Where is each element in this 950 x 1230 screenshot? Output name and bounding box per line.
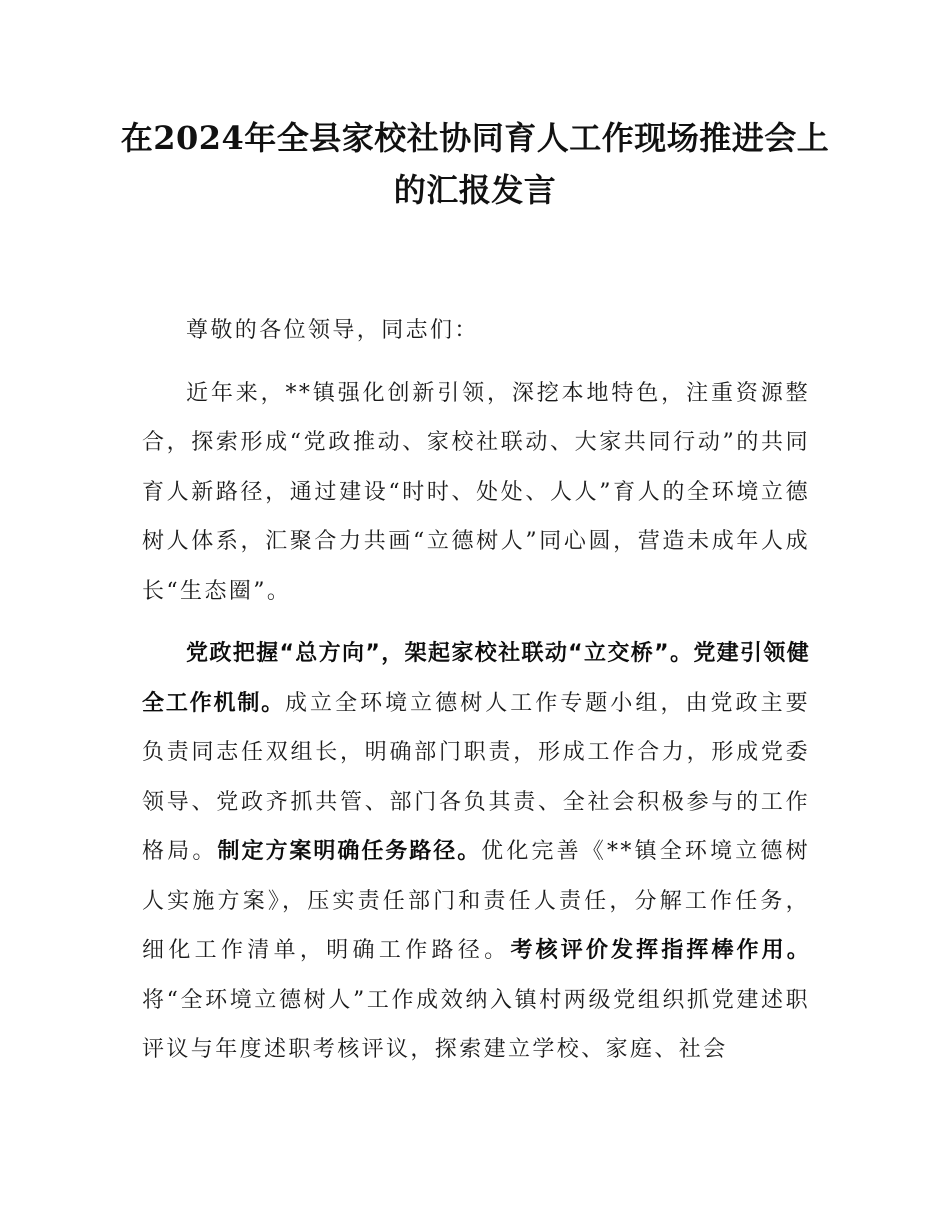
point-2-title: 制定方案明确任务路径。 (217, 839, 482, 864)
document-body (142, 306, 810, 1075)
document-title: 在2024年全县家校社协同育人工作现场推进会上的汇报发言 (120, 119, 830, 209)
point-1-title: 党建引领健全工作机制。 (142, 641, 810, 716)
section-1-paragraph (142, 629, 810, 1075)
section-1-heading: 党政把握“总方向”，架起家校社联动“立交桥”。 (186, 641, 694, 666)
point-3-text: 将“全环境立德树人”工作成效纳入镇村两级党组织抓党建述职评议与年度述职考核评议，探索建立学校、家庭、社会 (142, 987, 810, 1062)
point-3-title: 考核评价发挥指挥棒作用。 (510, 938, 810, 963)
salutation-paragraph: 尊敬的各位领导，同志们： (186, 318, 479, 343)
point-1-text: 成立全环境立德树人工作专题小组，由党政主要负责同志任双组长，明确部门职责，形成工作合力，形成党委领导、党政齐抓共管、部门各负其责、全社会积极参与的工作格局。 (142, 690, 810, 864)
point-2-text: 优化完善《**镇全环境立德树人实施方案》，压实责任部门和责任人责任，分解工作任务，细化工作清单，明确工作路径。 (142, 839, 810, 963)
intro-paragraph: 近年来，**镇强化创新引领，深挖本地特色，注重资源整合，探索形成“党政推动、家校社联动、大家共同行动”的共同育人新路径，通过建设“时时、处处、人人”育人的全环境立德树人体系，汇聚合力共画“立德树人”同心圆，营造未成年人成长“生态圈”。 (142, 380, 810, 604)
